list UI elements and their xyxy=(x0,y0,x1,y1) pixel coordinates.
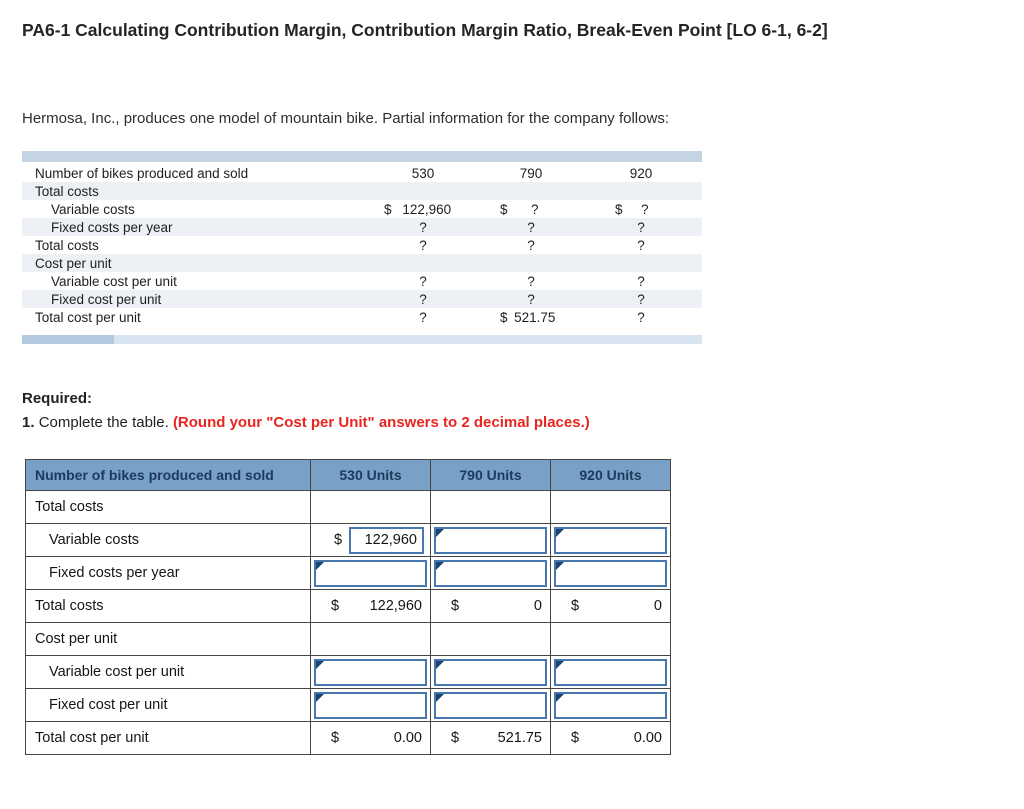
corner-marker-icon xyxy=(436,694,444,702)
empty-cell xyxy=(551,623,671,656)
row-label: Total costs xyxy=(26,590,311,623)
info-cell xyxy=(500,308,562,326)
cell-value: ? xyxy=(419,273,427,289)
answer-cell xyxy=(551,557,671,590)
row-label: Number of bikes produced and sold xyxy=(35,165,249,181)
corner-marker-icon xyxy=(556,562,564,570)
info-cell xyxy=(615,200,667,218)
cell-value: ? xyxy=(637,219,645,235)
cell-value: 920 xyxy=(629,165,653,181)
info-table xyxy=(22,151,702,344)
currency-symbol: $ xyxy=(571,598,580,614)
computed-cell xyxy=(311,722,431,755)
row-label: Total cost per unit xyxy=(35,309,141,325)
cell-value: ? xyxy=(419,237,427,253)
cell-value: ? xyxy=(637,237,645,253)
input-variable-costs-530[interactable] xyxy=(349,527,424,554)
table-row xyxy=(22,218,702,236)
input-variable-cost-per-unit-790[interactable] xyxy=(434,659,547,686)
currency-symbol: $ xyxy=(331,598,340,614)
input-variable-cost-per-unit-920[interactable] xyxy=(554,659,667,686)
computed-cell xyxy=(311,590,431,623)
info-cell xyxy=(500,236,562,254)
info-cell xyxy=(384,308,462,326)
input-fixed-costs-530[interactable] xyxy=(314,560,427,587)
cell-value: 0.00 xyxy=(393,730,422,746)
input-fixed-costs-790[interactable] xyxy=(434,560,547,587)
corner-marker-icon xyxy=(556,661,564,669)
table-row xyxy=(22,272,702,290)
answer-cell xyxy=(551,656,671,689)
cell-value: 521.75 xyxy=(514,309,556,325)
input-variable-cost-per-unit-530[interactable] xyxy=(314,659,427,686)
info-cell xyxy=(615,290,667,308)
cell-content xyxy=(314,524,427,556)
table-row xyxy=(22,308,702,326)
table-row xyxy=(26,524,671,557)
computed-cell xyxy=(431,590,551,623)
input-variable-costs-790[interactable] xyxy=(434,527,547,554)
rounding-note: (Round your "Cost per Unit" answers to 2 decimal places.) xyxy=(172,414,590,431)
section-label: Cost per unit xyxy=(35,255,112,271)
info-cell xyxy=(384,272,462,290)
row-label: Variable cost per unit xyxy=(51,273,177,289)
col-header-920: 920 Units xyxy=(551,460,671,491)
row-label: Total costs xyxy=(35,237,99,253)
section-label: Total costs xyxy=(26,491,311,524)
cell-value: ? xyxy=(637,273,645,289)
info-cell xyxy=(615,308,667,326)
info-cell xyxy=(384,200,462,218)
info-cell xyxy=(500,290,562,308)
required-heading: Required: xyxy=(22,390,93,407)
row-label: Total cost per unit xyxy=(26,722,311,755)
corner-marker-icon xyxy=(316,562,324,570)
answer-cell xyxy=(431,656,551,689)
info-cell xyxy=(615,272,667,290)
currency-symbol: $ xyxy=(451,730,460,746)
currency-symbol: $ xyxy=(334,532,343,548)
currency-symbol: $ xyxy=(615,201,623,217)
section-label: Total costs xyxy=(35,183,99,199)
page-title: PA6-1 Calculating Contribution Margin, Contribution Margin Ratio, Break-Even Point [LO 6-1, 6-2] xyxy=(22,20,828,40)
info-cell xyxy=(615,164,667,182)
answer-cell xyxy=(431,524,551,557)
answer-cell xyxy=(311,689,431,722)
required-item xyxy=(22,414,1024,431)
cell-value: ? xyxy=(637,309,645,325)
info-cell xyxy=(384,218,462,236)
table-row xyxy=(22,236,702,254)
answer-cell xyxy=(311,656,431,689)
cell-value: 0 xyxy=(653,598,662,614)
table-row xyxy=(22,182,702,200)
computed-cell xyxy=(431,722,551,755)
cell-value: ? xyxy=(527,219,535,235)
cell-value: ? xyxy=(641,201,649,217)
corner-marker-icon xyxy=(556,529,564,537)
input-fixed-cost-per-unit-530[interactable] xyxy=(314,692,427,719)
input-fixed-cost-per-unit-920[interactable] xyxy=(554,692,667,719)
cell-value: ? xyxy=(527,273,535,289)
corner-marker-icon xyxy=(436,529,444,537)
row-label: Variable costs xyxy=(51,201,135,217)
row-label: Fixed costs per year xyxy=(26,557,311,590)
info-cell xyxy=(384,236,462,254)
corner-marker-icon xyxy=(436,562,444,570)
row-label: Variable cost per unit xyxy=(26,656,311,689)
empty-cell xyxy=(311,623,431,656)
section-label: Cost per unit xyxy=(26,623,311,656)
intro-text: Hermosa, Inc., produces one model of mountain bike. Partial information for the company follows: xyxy=(22,110,669,127)
answer-cell xyxy=(311,524,431,557)
info-table-header-bar xyxy=(22,151,702,162)
col-header-790: 790 Units xyxy=(431,460,551,491)
input-value: 122,960 xyxy=(364,531,417,548)
cell-value: ? xyxy=(419,309,427,325)
answer-cell xyxy=(431,689,551,722)
table-row xyxy=(26,656,671,689)
cell-value: 122,960 xyxy=(369,598,422,614)
currency-symbol: $ xyxy=(500,309,508,325)
cell-value: ? xyxy=(527,237,535,253)
cell-value: 521.75 xyxy=(497,730,542,746)
corner-marker-icon xyxy=(316,661,324,669)
item-text: Complete the table. xyxy=(38,414,169,431)
info-table-body xyxy=(22,164,702,326)
computed-cell xyxy=(551,722,671,755)
table-row xyxy=(26,689,671,722)
info-cell xyxy=(500,200,562,218)
cell-value: ? xyxy=(531,201,539,217)
input-fixed-costs-920[interactable] xyxy=(554,560,667,587)
header-row xyxy=(26,460,671,491)
table-row xyxy=(26,557,671,590)
corner-marker-icon xyxy=(436,661,444,669)
empty-cell xyxy=(551,491,671,524)
cell-value: 0 xyxy=(533,598,542,614)
col-header-530: 530 Units xyxy=(311,460,431,491)
cell-value: 790 xyxy=(519,165,543,181)
currency-symbol: $ xyxy=(500,201,508,217)
answer-cell xyxy=(431,557,551,590)
row-label: Fixed cost per unit xyxy=(26,689,311,722)
cell-value: ? xyxy=(419,291,427,307)
info-cell xyxy=(500,164,562,182)
cell-value: ? xyxy=(637,291,645,307)
table-row xyxy=(22,254,702,272)
cell-value: ? xyxy=(527,291,535,307)
table-row xyxy=(22,290,702,308)
corner-marker-icon xyxy=(556,694,564,702)
info-cell xyxy=(384,290,462,308)
empty-cell xyxy=(431,623,551,656)
cell-value: 122,960 xyxy=(402,201,452,217)
table-row xyxy=(26,722,671,755)
currency-symbol: $ xyxy=(384,201,392,217)
row-label: Fixed cost per unit xyxy=(51,291,162,307)
currency-symbol: $ xyxy=(331,730,340,746)
currency-symbol: $ xyxy=(451,598,460,614)
answer-cell xyxy=(311,557,431,590)
table-row xyxy=(22,200,702,218)
info-cell xyxy=(615,218,667,236)
info-cell xyxy=(500,218,562,236)
horizontal-scrollbar[interactable] xyxy=(22,335,702,344)
input-variable-costs-920[interactable] xyxy=(554,527,667,554)
answer-cell xyxy=(551,524,671,557)
table-row xyxy=(26,623,671,656)
answer-table xyxy=(25,459,671,755)
empty-cell xyxy=(311,491,431,524)
info-cell xyxy=(500,272,562,290)
empty-cell xyxy=(431,491,551,524)
table-row xyxy=(22,164,702,182)
scrollbar-thumb[interactable] xyxy=(22,335,114,344)
info-cell xyxy=(615,236,667,254)
info-cell xyxy=(384,164,462,182)
computed-cell xyxy=(551,590,671,623)
required-section xyxy=(22,390,1024,431)
cell-value: ? xyxy=(419,219,427,235)
corner-marker-icon xyxy=(316,694,324,702)
input-fixed-cost-per-unit-790[interactable] xyxy=(434,692,547,719)
row-label: Variable costs xyxy=(26,524,311,557)
col-header-label: Number of bikes produced and sold xyxy=(26,460,311,491)
table-row xyxy=(26,491,671,524)
item-number: 1. xyxy=(22,414,35,431)
currency-symbol: $ xyxy=(571,730,580,746)
answer-cell xyxy=(551,689,671,722)
cell-value: 530 xyxy=(411,165,435,181)
row-label: Fixed costs per year xyxy=(51,219,173,235)
table-row xyxy=(26,590,671,623)
cell-value: 0.00 xyxy=(633,730,662,746)
